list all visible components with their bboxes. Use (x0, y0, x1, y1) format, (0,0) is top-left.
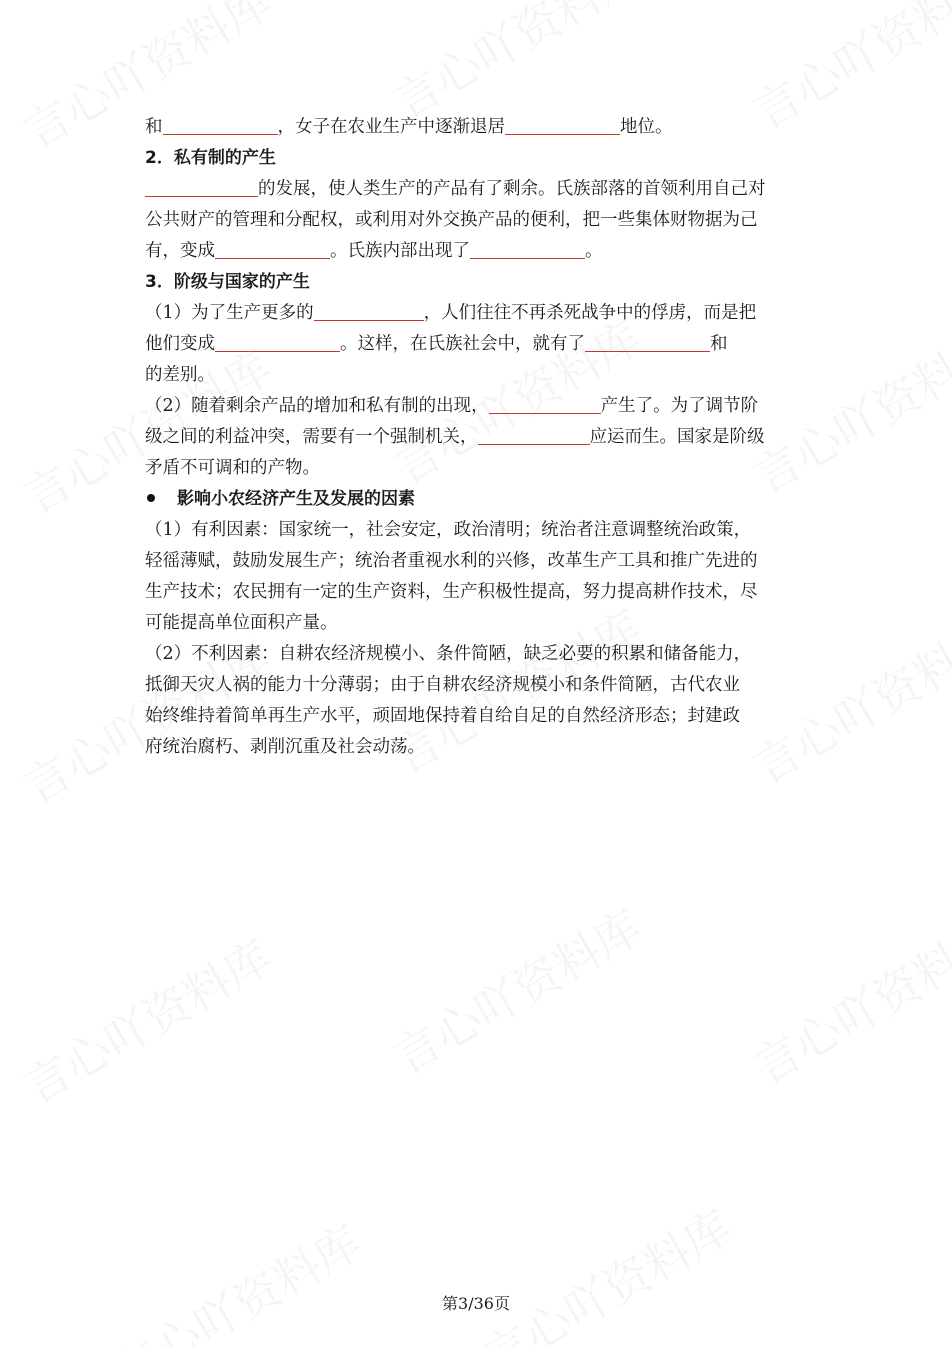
text-line: 和 ，女子在农业生产中逐渐退居 地位。 (145, 117, 673, 137)
watermark (380, 892, 652, 1087)
text-line: （1）为了生产更多的 ，人们往往不再杀死战争中的俘虏，而是把 (145, 303, 757, 323)
watermark (100, 1207, 372, 1347)
document-body (145, 112, 810, 763)
text-line: 他们变成 。这样，在氏族社会中，就有了 和 (145, 334, 728, 354)
fill-in-blank[interactable] (489, 395, 601, 414)
page-number: 第3/36页 (442, 1294, 510, 1313)
text-line: 的发展，使人类生产的产品有了剩余。氏族部落的首领利用自己对 (145, 174, 810, 205)
text-line: 轻徭薄赋，鼓励发展生产；统治者重视水利的兴修，改革生产工具和推广先进的 (145, 551, 758, 571)
watermark (740, 902, 952, 1097)
fill-in-blank[interactable] (163, 116, 278, 135)
text-line: 公共财产的管理和分配权，或利用对外交换产品的便利，把一些集体财物据为己 (145, 210, 758, 230)
text-line: （2）不利因素：自耕农经济规模小、条件简陋，缺乏必要的积累和储备能力， (145, 644, 752, 664)
section-heading: 2．私有制的产生 (145, 148, 276, 168)
text-line: 级之间的利益冲突，需要有一个强制机关， 应运而生。国家是阶级 (145, 427, 765, 447)
text-line: 的差别。 (145, 365, 215, 385)
fill-in-blank[interactable] (215, 333, 340, 352)
bullet-heading: 影响小农经济产生及发展的因素 (145, 484, 810, 515)
section-heading: 3．阶级与国家的产生 (145, 272, 310, 292)
fill-in-blank[interactable] (145, 178, 258, 197)
text-line: 矛盾不可调和的产物。 (145, 458, 320, 478)
watermark (470, 1192, 742, 1347)
fill-in-blank[interactable] (505, 116, 620, 135)
fill-in-blank[interactable] (478, 426, 590, 445)
fill-in-blank[interactable] (215, 240, 330, 259)
fill-in-blank[interactable] (314, 302, 424, 321)
text-line: 有，变成 。氏族内部出现了 。 (145, 241, 603, 261)
text-line: （1）有利因素：国家统一，社会安定，政治清明；统治者注意调整统治政策， (145, 520, 752, 540)
text-line: 可能提高单位面积产量。 (145, 613, 338, 633)
text-line: 生产技术；农民拥有一定的生产资料，生产积极性提高，努力提高耕作技术，尽 (145, 582, 758, 602)
watermark (10, 922, 282, 1117)
text-line: 抵御天灾人祸的能力十分薄弱；由于自耕农经济规模小和条件简陋，古代农业 (145, 675, 740, 695)
fill-in-blank[interactable] (470, 240, 585, 259)
bullet-icon (147, 494, 155, 502)
text-line: 始终维持着简单再生产水平，顽固地保持着自给自足的自然经济形态；封建政 (145, 706, 740, 726)
text-line: （2）随着剩余产品的增加和私有制的出现， 产生了。为了调节阶 (145, 396, 759, 416)
text-line: 府统治腐朽、剥削沉重及社会动荡。 (145, 737, 425, 757)
fill-in-blank[interactable] (585, 333, 710, 352)
